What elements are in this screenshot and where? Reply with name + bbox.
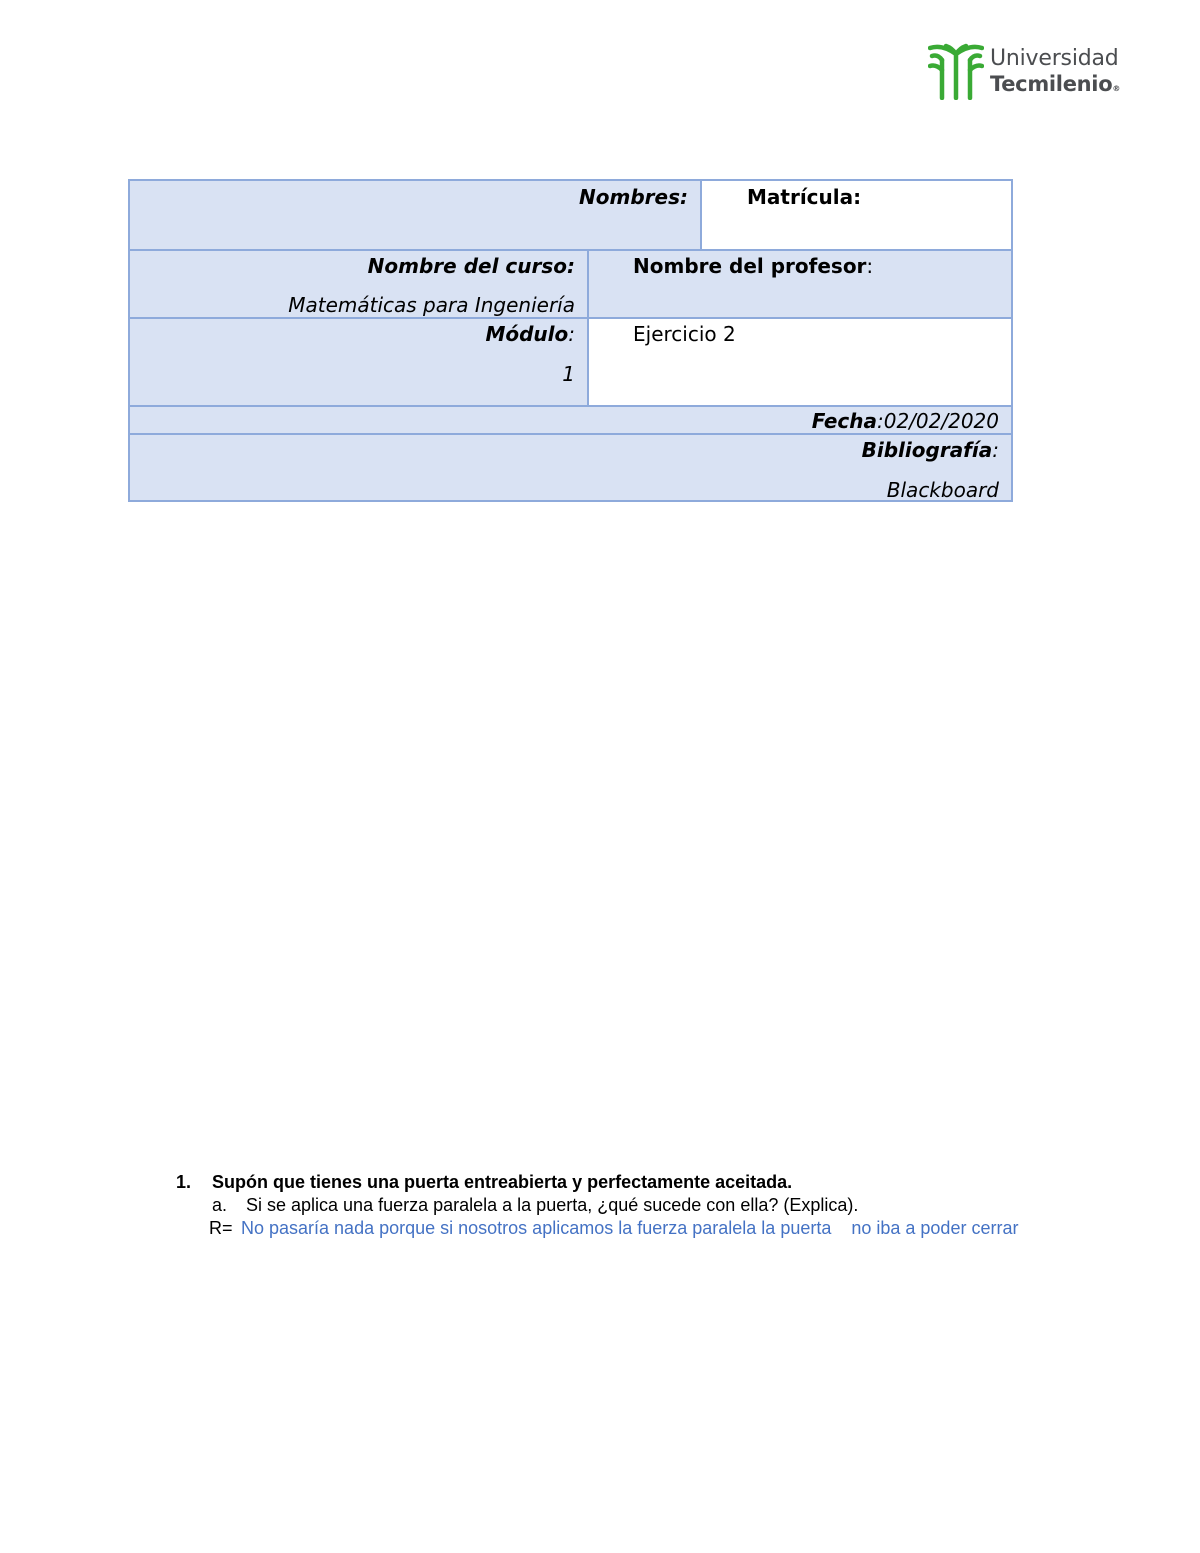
question-line bbox=[176, 1171, 1136, 1194]
actividad-value: Ejercicio 2 bbox=[633, 322, 736, 346]
subquestion-letter: a. bbox=[212, 1195, 228, 1215]
answer-label: R= bbox=[209, 1218, 233, 1238]
table-col-divider bbox=[700, 181, 702, 249]
table-col-divider bbox=[587, 249, 589, 405]
bibliografia-label: Bibliografía bbox=[861, 438, 993, 462]
modulo-cell bbox=[130, 322, 575, 386]
fecha-value: :02/02/2020 bbox=[876, 409, 999, 433]
subquestion-text: Si se aplica una fuerza paralela a la puerta, ¿qué sucede con ella? (Explica). bbox=[246, 1195, 859, 1215]
subquestion-line bbox=[176, 1194, 1136, 1217]
table-row-divider bbox=[130, 433, 1011, 435]
table-row-divider bbox=[130, 405, 1011, 407]
bibliografia-value: Blackboard bbox=[886, 478, 999, 502]
fecha-cell bbox=[130, 409, 999, 433]
curso-cell bbox=[130, 254, 575, 317]
logo-line-tecmilenio-text: Tecmilenio bbox=[990, 72, 1113, 96]
logo-wordmark bbox=[990, 48, 1120, 95]
profesor-cell bbox=[633, 254, 1003, 278]
table-row-divider bbox=[130, 317, 1011, 319]
answer-line bbox=[176, 1217, 1136, 1240]
tecmilenio-palm-logo-icon bbox=[928, 42, 984, 100]
question-number: 1. bbox=[176, 1172, 192, 1192]
modulo-colon: : bbox=[568, 322, 575, 346]
matricula-label: Matrícula: bbox=[747, 185, 862, 209]
university-logo bbox=[928, 42, 1138, 102]
logo-line-universidad: Universidad bbox=[990, 46, 1119, 71]
nombres-cell bbox=[130, 185, 688, 209]
profesor-colon: : bbox=[866, 254, 874, 278]
actividad-cell bbox=[633, 322, 1003, 346]
modulo-value: 1 bbox=[562, 362, 575, 386]
curso-value: Matemáticas para Ingeniería bbox=[288, 293, 575, 317]
logo-line-tecmilenio bbox=[990, 74, 1120, 95]
bibliografia-colon: : bbox=[992, 438, 999, 462]
bibliografia-cell bbox=[130, 438, 999, 502]
curso-label: Nombre del curso: bbox=[367, 254, 575, 278]
student-info-table bbox=[128, 179, 1013, 502]
registered-mark: ® bbox=[1112, 84, 1121, 93]
table-row-divider bbox=[130, 249, 1011, 251]
nombres-label: Nombres: bbox=[579, 185, 688, 209]
profesor-label: Nombre del profesor bbox=[633, 254, 867, 278]
question-section bbox=[176, 1171, 1136, 1240]
answer-text: No pasaría nada porque si nosotros aplicamos la fuerza paralela la puerta no iba a poder cerrar bbox=[241, 1218, 1019, 1238]
modulo-label: Módulo bbox=[485, 322, 569, 346]
modulo-heading bbox=[130, 322, 575, 346]
fecha-label: Fecha bbox=[811, 409, 877, 433]
matricula-cell bbox=[747, 185, 1007, 209]
bibliografia-heading bbox=[130, 438, 999, 462]
question-text: Supón que tienes una puerta entreabierta y perfectamente aceitada. bbox=[212, 1172, 793, 1192]
